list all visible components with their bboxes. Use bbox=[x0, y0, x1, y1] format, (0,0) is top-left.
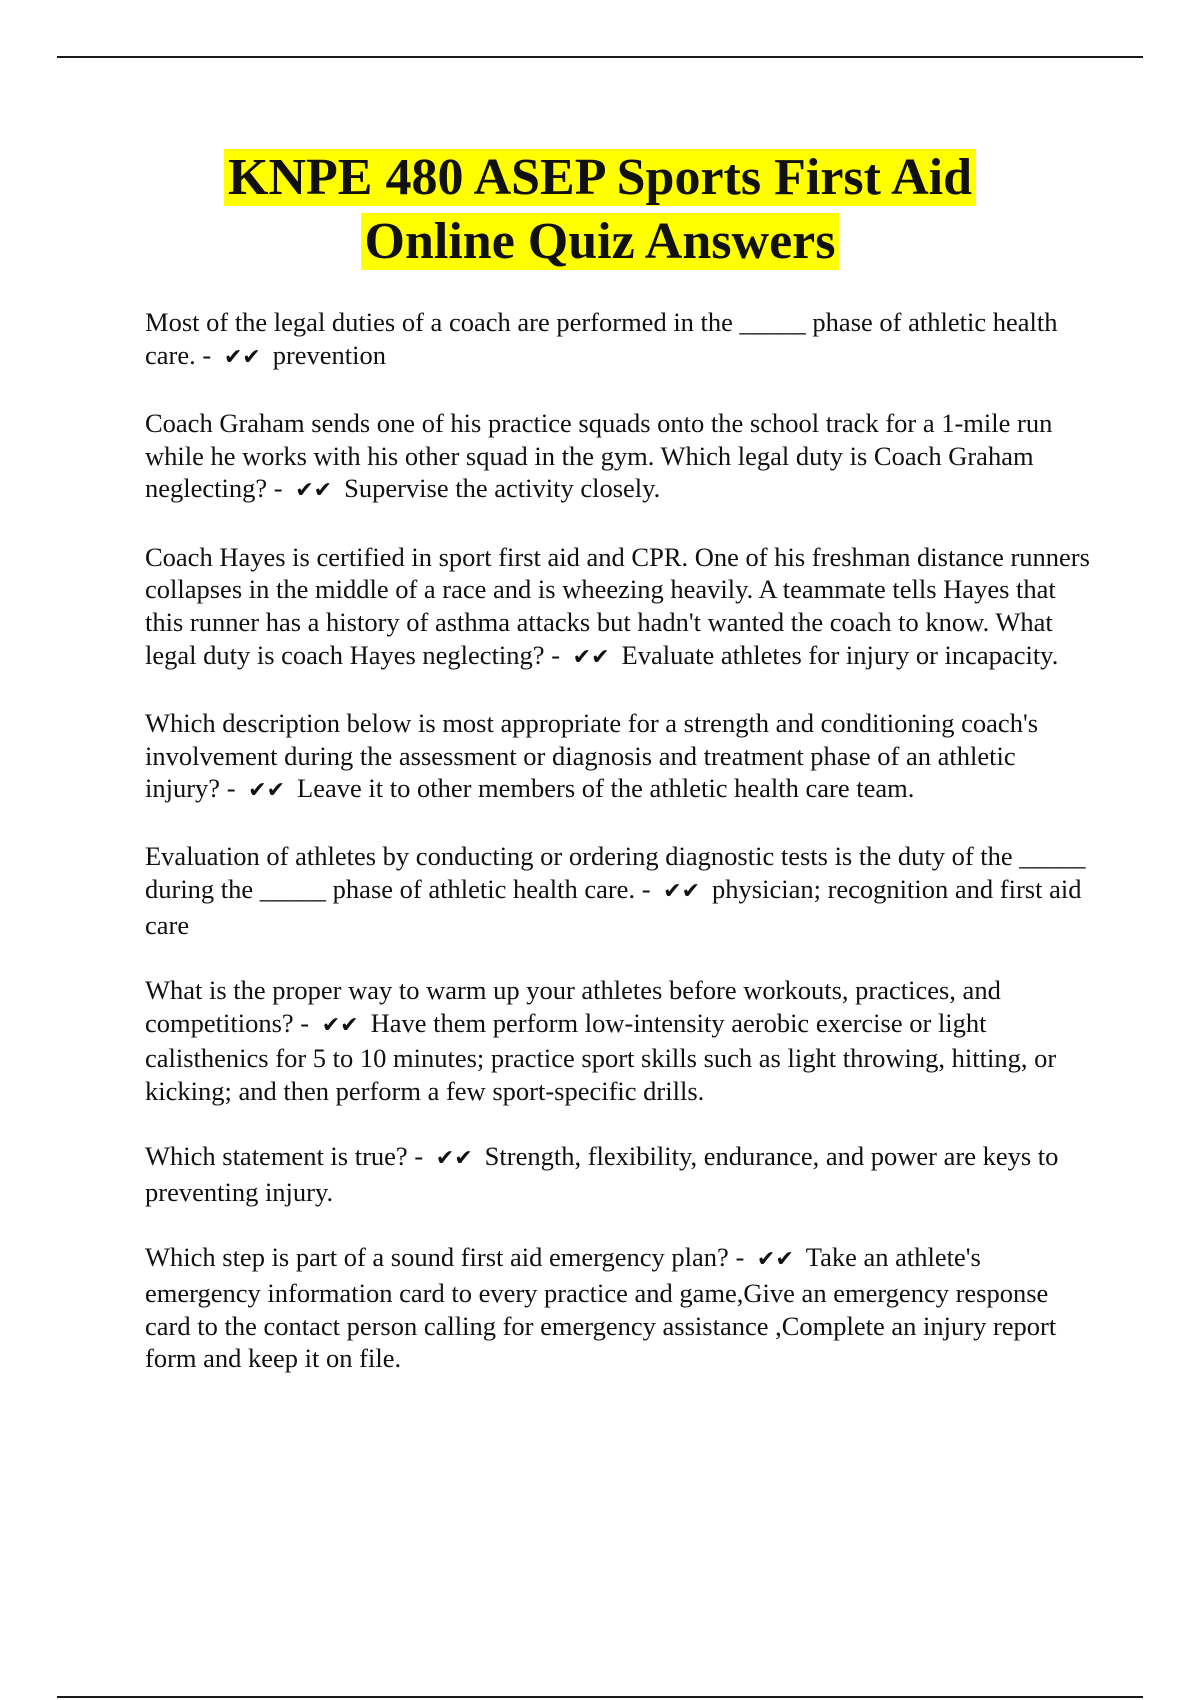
separator: - bbox=[635, 874, 658, 905]
question-text: Coach Graham sends one of his practice squads onto the school track for a 1-mile run while he works with his other squad in the gym. Which legal duty is Coach Graham neglecting? bbox=[145, 407, 1053, 504]
title-line-2: Online Quiz Answers bbox=[361, 213, 840, 270]
separator: - bbox=[293, 1007, 316, 1038]
answer-text: Take an athlete's emergency information card to every practice and game,Give an emergency response card to the contact person calling for emergency assistance ,Complete an injury report form and keep it on file. bbox=[145, 1242, 1057, 1374]
double-check-icon: ✔✔ bbox=[223, 344, 261, 370]
answer-text: Evaluate athletes for injury or incapacity. bbox=[621, 639, 1059, 670]
question-text: What is the proper way to warm up your athletes before workouts, practices, and competitions? bbox=[145, 975, 1001, 1038]
title-line-1: KNPE 480 ASEP Sports First Aid bbox=[224, 149, 976, 206]
qa-item bbox=[145, 1140, 1095, 1208]
qa-list bbox=[145, 306, 1095, 1408]
double-check-icon: ✔✔ bbox=[572, 644, 610, 670]
qa-item bbox=[145, 407, 1095, 508]
double-check-icon: ✔✔ bbox=[295, 478, 333, 504]
double-check-icon: ✔✔ bbox=[248, 778, 286, 804]
question-text: Coach Hayes is certified in sport first aid and CPR. One of his freshman distance runners collapses in the middle of a race and is wheezing heavily. A teammate tells Hayes that this runner has a history of asthma attacks but hadn't wanted the coach to know. What legal duty is coach Hayes neglecting? bbox=[145, 541, 1090, 670]
question-text: Which statement is true? bbox=[145, 1141, 408, 1172]
separator: - bbox=[544, 639, 567, 670]
question-text: Which description below is most appropriate for a strength and conditioning coach's involvement during the assessment or diagnosis and treatment phase of an athletic injury? bbox=[145, 707, 1039, 804]
separator: - bbox=[728, 1242, 751, 1273]
double-check-icon: ✔✔ bbox=[756, 1247, 794, 1273]
qa-item bbox=[145, 306, 1095, 374]
top-rule bbox=[57, 56, 1143, 58]
double-check-icon: ✔✔ bbox=[321, 1012, 359, 1038]
answer-text: Have them perform low-intensity aerobic exercise or light calisthenics for 5 to 10 minutes; practice sport skills such as light throwing, hitting, or kicking; and then perform a few sport-specific drills. bbox=[145, 1007, 1057, 1107]
answer-text: Strength, flexibility, endurance, and power are keys to preventing injury. bbox=[145, 1141, 1059, 1208]
qa-item bbox=[145, 974, 1095, 1108]
separator: - bbox=[407, 1141, 430, 1172]
answer-text: Supervise the activity closely. bbox=[344, 473, 661, 504]
page-title bbox=[0, 146, 1200, 274]
qa-item bbox=[145, 707, 1095, 808]
separator: - bbox=[220, 773, 243, 804]
qa-item bbox=[145, 541, 1095, 675]
double-check-icon: ✔✔ bbox=[435, 1146, 473, 1172]
question-text: Most of the legal duties of a coach are performed in the _____ phase of athletic health care. bbox=[145, 307, 1058, 370]
separator: - bbox=[195, 339, 218, 370]
answer-text: Leave it to other members of the athletic health care team. bbox=[297, 773, 915, 804]
qa-item bbox=[145, 840, 1095, 941]
qa-item bbox=[145, 1241, 1095, 1375]
double-check-icon: ✔✔ bbox=[663, 879, 701, 905]
bottom-rule bbox=[57, 1696, 1143, 1698]
answer-text: prevention bbox=[272, 339, 387, 370]
separator: - bbox=[267, 473, 290, 504]
question-text: Which step is part of a sound first aid emergency plan? bbox=[145, 1242, 729, 1273]
answer-text: physician; recognition and first aid care bbox=[145, 874, 1082, 940]
question-text: Evaluation of athletes by conducting or ordering diagnostic tests is the duty of the _____ during the _____ phase of athletic health care. bbox=[145, 841, 1086, 905]
